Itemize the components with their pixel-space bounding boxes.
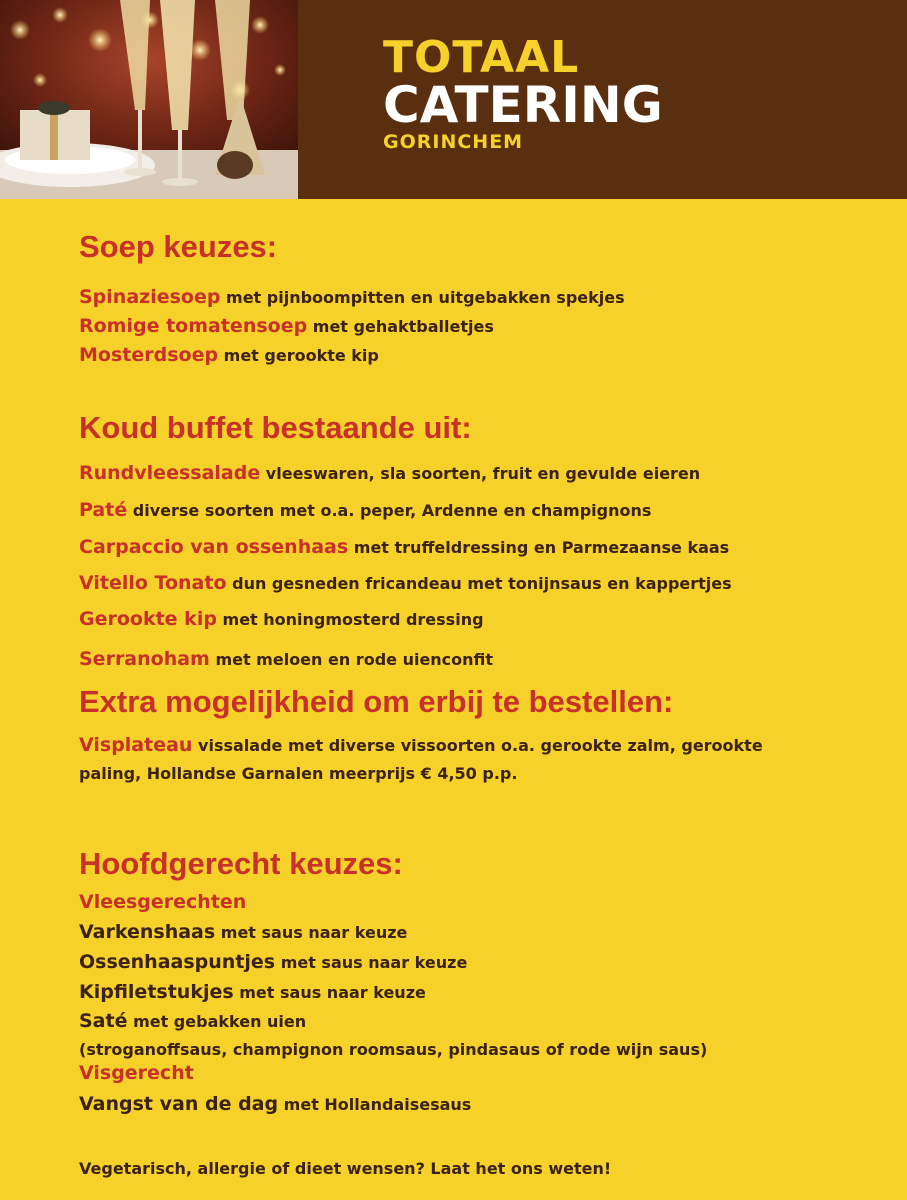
buffet-item-name: Vitello Tonato <box>79 572 227 594</box>
buffet-item-name: Paté <box>79 499 128 521</box>
buffet-item <box>79 572 732 594</box>
meat-item <box>79 921 407 943</box>
meat-item-desc: met saus naar keuze <box>280 953 468 972</box>
buffet-item-desc: vleeswaren, sla soorten, fruit en gevulde eieren <box>265 464 701 483</box>
meat-item-desc: met saus naar keuze <box>220 923 408 942</box>
soup-item <box>79 315 494 337</box>
buffet-item-desc: met meloen en rode uienconfit <box>215 650 494 669</box>
brand-line-1: TOTAAL <box>383 32 580 83</box>
meat-item-desc: met gebakken uien <box>133 1012 307 1031</box>
buffet-item <box>79 608 484 630</box>
festive-table-photo <box>0 0 298 199</box>
meat-item-name: Varkenshaas <box>79 921 216 943</box>
main-title: Hoofdgerecht keuzes: <box>79 846 403 881</box>
buffet-item-desc: diverse soorten met o.a. peper, Ardenne en champignons <box>132 501 652 520</box>
header <box>0 0 907 199</box>
fish-item-desc: met Hollandaisesaus <box>283 1095 472 1114</box>
meat-item-desc: met saus naar keuze <box>239 983 426 1002</box>
photo-illustration <box>0 0 298 199</box>
buffet-item-name: Gerookte kip <box>79 608 217 630</box>
soup-item <box>79 344 379 366</box>
extra-item-name: Visplateau <box>79 734 193 756</box>
buffet-title: Koud buffet bestaande uit: <box>79 410 472 445</box>
soup-item-name: Spinaziesoep <box>79 286 221 308</box>
meat-item-name: Ossenhaaspuntjes <box>79 951 276 973</box>
fish-item <box>79 1093 471 1115</box>
buffet-item <box>79 648 493 670</box>
buffet-item-desc: met truffeldressing en Parmezaanse kaas <box>353 538 730 557</box>
meat-item-name: Kipfiletstukjes <box>79 981 234 1003</box>
brand-line-3: GORINCHEM <box>383 131 524 153</box>
meat-item-name: Saté <box>79 1010 128 1032</box>
extra-item-desc-2: paling, Hollandse Garnalen meerprijs € 4,50 p.p. <box>79 764 518 783</box>
soup-item-name: Romige tomatensoep <box>79 315 308 337</box>
meat-item <box>79 981 426 1003</box>
meat-title: Vleesgerechten <box>79 891 247 913</box>
extra-item-desc: vissalade met diverse vissoorten o.a. gerookte zalm, gerookte <box>198 736 763 755</box>
buffet-item-name: Carpaccio van ossenhaas <box>79 536 349 558</box>
soup-item-desc: met gehaktballetjes <box>312 317 494 336</box>
soup-item <box>79 286 625 308</box>
brand-line-2: CATERING <box>383 76 663 134</box>
soup-item-name: Mosterdsoep <box>79 344 219 366</box>
buffet-item-desc: met honingmosterd dressing <box>222 610 484 629</box>
soup-item-desc: met gerookte kip <box>223 346 379 365</box>
buffet-item-name: Rundvleessalade <box>79 462 261 484</box>
fish-title: Visgerecht <box>79 1062 194 1084</box>
meat-item <box>79 1010 306 1032</box>
buffet-item-desc: dun gesneden fricandeau met tonijnsaus en kappertjes <box>232 574 732 593</box>
meat-item <box>79 951 467 973</box>
buffet-item <box>79 499 651 521</box>
buffet-item <box>79 462 700 484</box>
buffet-item-name: Serranoham <box>79 648 210 670</box>
buffet-item <box>79 536 729 558</box>
soup-title: Soep keuzes: <box>79 229 278 264</box>
soup-item-desc: met pijnboompitten en uitgebakken spekjes <box>226 288 625 307</box>
extra-title: Extra mogelijkheid om erbij te bestellen: <box>79 684 674 719</box>
fish-item-name: Vangst van de dag <box>79 1093 279 1115</box>
brand-logo <box>383 32 663 153</box>
sauce-options: (stroganoffsaus, champignon roomsaus, pindasaus of rode wijn saus) <box>79 1040 708 1059</box>
footer-note: Vegetarisch, allergie of dieet wensen? Laat het ons weten! <box>79 1159 612 1178</box>
extra-item <box>79 734 763 756</box>
